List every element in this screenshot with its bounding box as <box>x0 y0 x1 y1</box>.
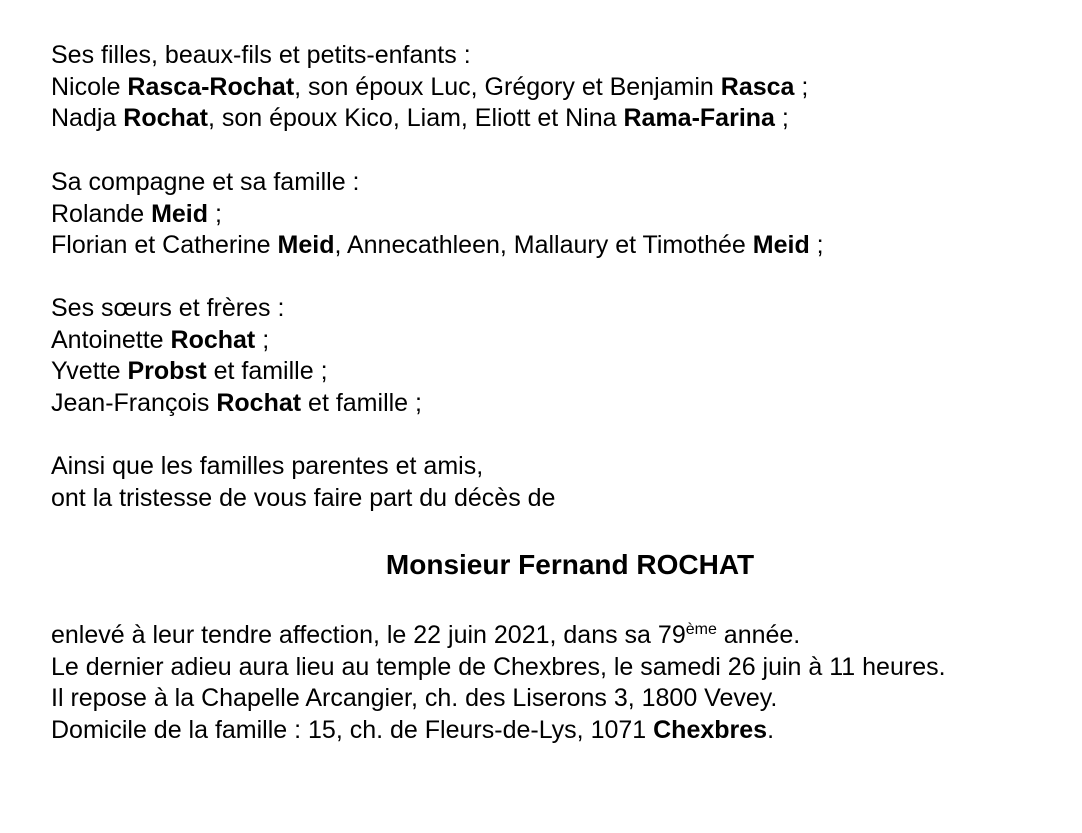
announcement-line: ont la tristesse de vous faire part du décès de <box>51 483 556 512</box>
family-line: Florian et Catherine Meid, Annecathleen, Mallaury et Timothée Meid ; <box>51 231 824 259</box>
section-heading: Sa compagne et sa famille : <box>51 168 360 196</box>
family-line: Jean-François Rochat et famille ; <box>51 388 422 417</box>
announcement-line: Ainsi que les familles parentes et amis, <box>51 452 484 480</box>
daughters-section <box>51 40 1061 135</box>
detail-line: Le dernier adieu aura lieu au temple de Chexbres, le samedi 26 juin à 11 heures. <box>51 652 946 681</box>
companion-section <box>51 167 1061 262</box>
siblings-section <box>51 293 1061 419</box>
family-line: Rolande Meid ; <box>51 199 222 228</box>
detail-line: Il repose à la Chapelle Arcangier, ch. des Liserons 3, 1800 Vevey. <box>51 684 778 712</box>
section-heading: Ses filles, beaux-fils et petits-enfants : <box>51 41 471 69</box>
family-line: Nicole Rasca-Rochat, son époux Luc, Grégory et Benjamin Rasca ; <box>51 72 809 101</box>
section-heading: Ses sœurs et frères : <box>51 294 285 322</box>
detail-line: Domicile de la famille : 15, ch. de Fleurs-de-Lys, 1071 Chexbres. <box>51 715 775 744</box>
family-line: Nadja Rochat, son époux Kico, Liam, Eliott et Nina Rama-Farina ; <box>51 104 789 132</box>
family-line: Yvette Probst et famille ; <box>51 357 328 385</box>
deceased-name: Monsieur Fernand ROCHAT <box>385 549 755 580</box>
details-section <box>51 620 1061 746</box>
announcement-section <box>51 451 1061 514</box>
family-line: Antoinette Rochat ; <box>51 325 270 354</box>
detail-line: enlevé à leur tendre affection, le 22 juin 2021, dans sa 79ème année. <box>51 621 801 649</box>
